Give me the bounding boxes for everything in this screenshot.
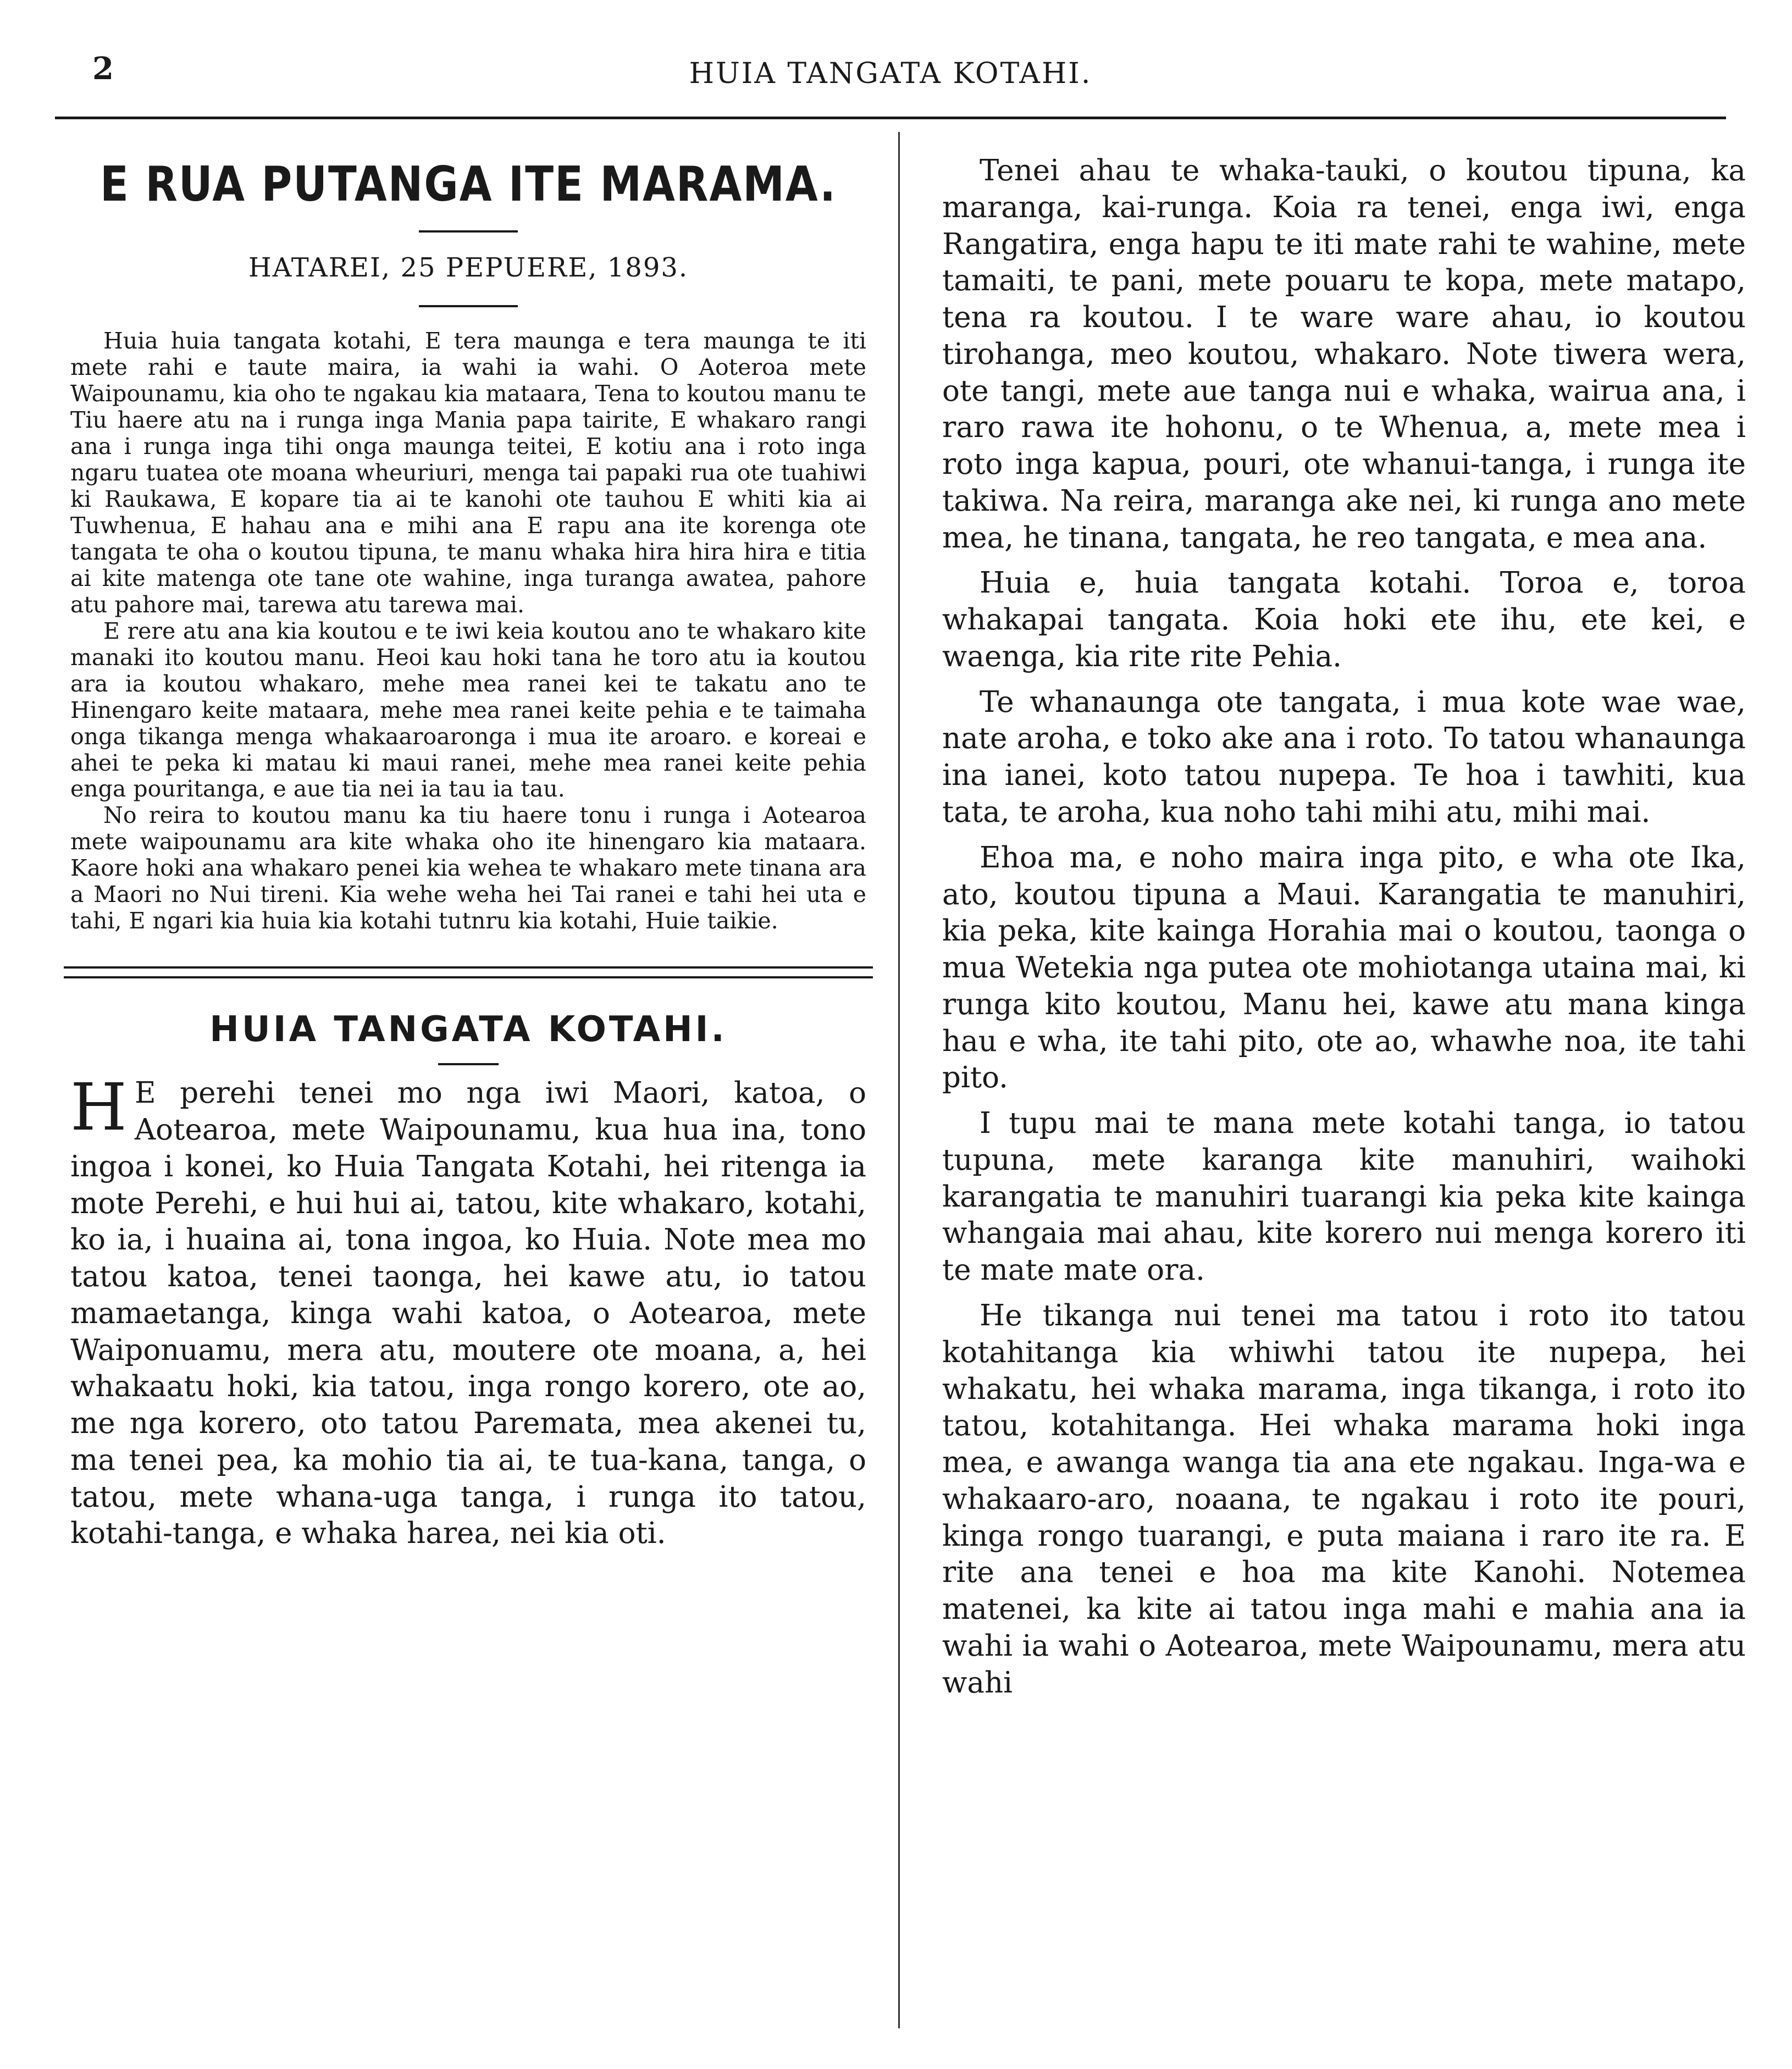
section-separator <box>64 966 873 978</box>
left-column <box>70 148 866 1552</box>
article-paragraph: Tenei ahau te whaka-tauki, o koutou tipuna, ka maranga, kai-runga. Koia ra tenei, enga iwi, enga Rangatira, enga hapu te iti mate rahi te wahine, mete tamaiti, te pani, mete pouaru te kopa, mete matapo, tena ra koutou. I te ware ware ahau, io koutou tirohanga, meo koutou, whakaro. Note tiwera wera, ote tangi, mete aue tanga nui e whaka, wairua ana, i raro rawa ite hohonu, o te Whenua, a, mete mea i roto inga kapua, pouri, ote whanui-tanga, i runga ite takiwa. Na reira, maranga ake nei, ki runga ano mete mea, he tinana, tangata, he reo tangata, e mea ana. <box>942 154 1746 555</box>
article-paragraph: Huia e, huia tangata kotahi. Toroa e, toroa whakapai tangata. Koia hoki ete ihu, ete kei, e waenga, kia rite rite Pehia. <box>942 566 1746 673</box>
article-paragraph: Te whanaunga ote tangata, i mua kote wae wae, nate aroha, e toko ake ana i roto. To tatou whanaunga ina ianei, koto tatou nupepa. Te hoa i tawhiti, kua tata, te aroha, kua noho tahi mihi atu, mihi mai. <box>942 685 1746 829</box>
column-divider <box>898 132 900 2028</box>
article-paragraph: He tikanga nui tenei ma tatou i roto ito tatou kotahitanga kia whiwhi tatou ite nupepa, hei whakatu, hei whaka marama, inga tikanga, i roto ito tatou, kotahitanga. Hei whaka marama hoki inga mea, e awanga wanga tia ana ete ngakau. Inga-wa e whakaaro-aro, noaana, te ngakau i roto ite pouri, kinga rongo tuarangi, e puta maiana i raro ite ra. E rite ana tenei e hoa ma kite Kanohi. Notemea matenei, ka kite ai tatou inga mahi e mahia ana ia wahi ia wahi o Aotearoa, mete Waipounamu, mera atu wahi <box>942 1298 1746 1700</box>
article-paragraph: No reira to koutou manu ka tiu haere tonu i runga i Aotearoa mete waipounamu ara kite whaka oho ite hinengaro kia mataara. Kaore hoki ana whakaro penei kia wehea te whakaro mete tinana ara a Maori no Nui tireni. Kia wehe weha hei Tai ranei e tahi hei uta e tahi, E ngari kia huia kia kotahi tutnru kia kotahi, Huie taikie. <box>70 802 866 934</box>
article-paragraph: E rere atu ana kia koutou e te iwi keia koutou ano te whakaro kite manaki ito koutou manu. Heoi kau hoki tana he toro atu ia koutou ara ia koutou whakaro, mehe mea ranei kei te takatu ano te Hinengaro keite mataara, mehe mea ranei keite pehia e te taimaha onga tikanga menga whakaaroaronga i mua ite aroaro. e koreai e ahei te peka ki matau ki maui ranei, mehe mea ranei keite pehia enga pouritanga, e aue tia nei ia tau ia tau. <box>70 617 866 803</box>
section-heading: E RUA PUTANGA ITE MARAMA. <box>100 156 837 212</box>
running-title: HUIA TANGATA KOTAHI. <box>689 57 1092 90</box>
article-paragraph <box>70 1069 866 1552</box>
short-rule <box>438 1063 499 1065</box>
dateline: HATAREI, 25 PEPUERE, 1893. <box>248 252 689 283</box>
short-rule <box>419 305 518 307</box>
page-number: 2 <box>92 51 114 87</box>
article-paragraph: Ehoa ma, e noho maira inga pito, e wha ote Ika, ato, koutou tipuna a Maui. Karangatia te manuhiri, kia peka, kite kainga Horahia mai o koutou, taonga o mua Wetekia nga putea ote mohiotanga utaina mai, ki runga kito koutou, Manu hei, kawe atu mana kinga hau e wha, ite tahi pito, ote ao, whawhe noa, ite tahi pito. <box>942 840 1746 1095</box>
article-paragraph: I tupu mai te mana mete kotahi tanga, io tatou tupuna, mete karanga kite manuhiri, waihoki karangatia te manuhiri tuarangi kia peka kite kainga whangaia mai ahau, kite korero nui menga korero iti te mate mate ora. <box>942 1107 1746 1287</box>
section-heading: HUIA TANGATA KOTAHI. <box>209 1009 727 1050</box>
short-rule <box>419 230 518 233</box>
article-paragraph: Huia huia tangata kotahi, E tera maunga e tera maunga te iti mete rahi e taute maira, ia wahi ia wahi. O Aoteroa mete Waipounamu, kia oho te ngakau kia mataara, Tena to koutou manu te Tiu haere atu na i runga inga Mania papa tairite, E whakaro rangi ana i runga inga tihi onga maunga teitei, E kotiu ana i roto inga ngaru tuatea ote moana wheuriuri, menga tai papaki rua ote tuahiwi ki Raukawa, E kopare tia ai te kanohi ote tauhou E whiti kia ai Tuwhenua, E hahau ana e mihi ana E rapu ana ite korenga ote tangata te oha o koutou tipuna, te manu whaka hira hira hira e titia ai kite matenga ote tane ote wahine, inga turanga awatea, pahore atu pahore mai, tarewa atu tarewa mai. <box>70 328 866 618</box>
drop-cap: H <box>70 1069 127 1146</box>
header-rule <box>55 117 1726 119</box>
right-column <box>942 148 1746 1701</box>
paragraph-text: E perehi tenei mo nga iwi Maori, katoa, o Aotearoa, mete Waipounamu, kua hua ina, tono ingoa i konei, ko Huia Tangata Kotahi, hei ritenga ia mote Perehi, e hui hui ai, tatou, kite whakaro, kotahi, ko ia, i huaina ai, tona ingoa, ko Huia. Note mea mo tatou katoa, tenei taonga, hei kawe atu, io tatou mamaetanga, kinga wahi katoa, o Aotearoa, mete Waiponuamu, mera atu, moutere ote moana, a, hei whakaatu hoki, kia tatou, inga rongo korero, ote ao, me nga korero, oto tatou Paremata, mea akenei tu, ma tenei pea, ka mohio tia ai, te tua-kana, tanga, o tatou, mete whana-uga tanga, i runga ito tatou, kotahi-tanga, e whaka harea, nei kia oti. <box>70 1076 866 1551</box>
